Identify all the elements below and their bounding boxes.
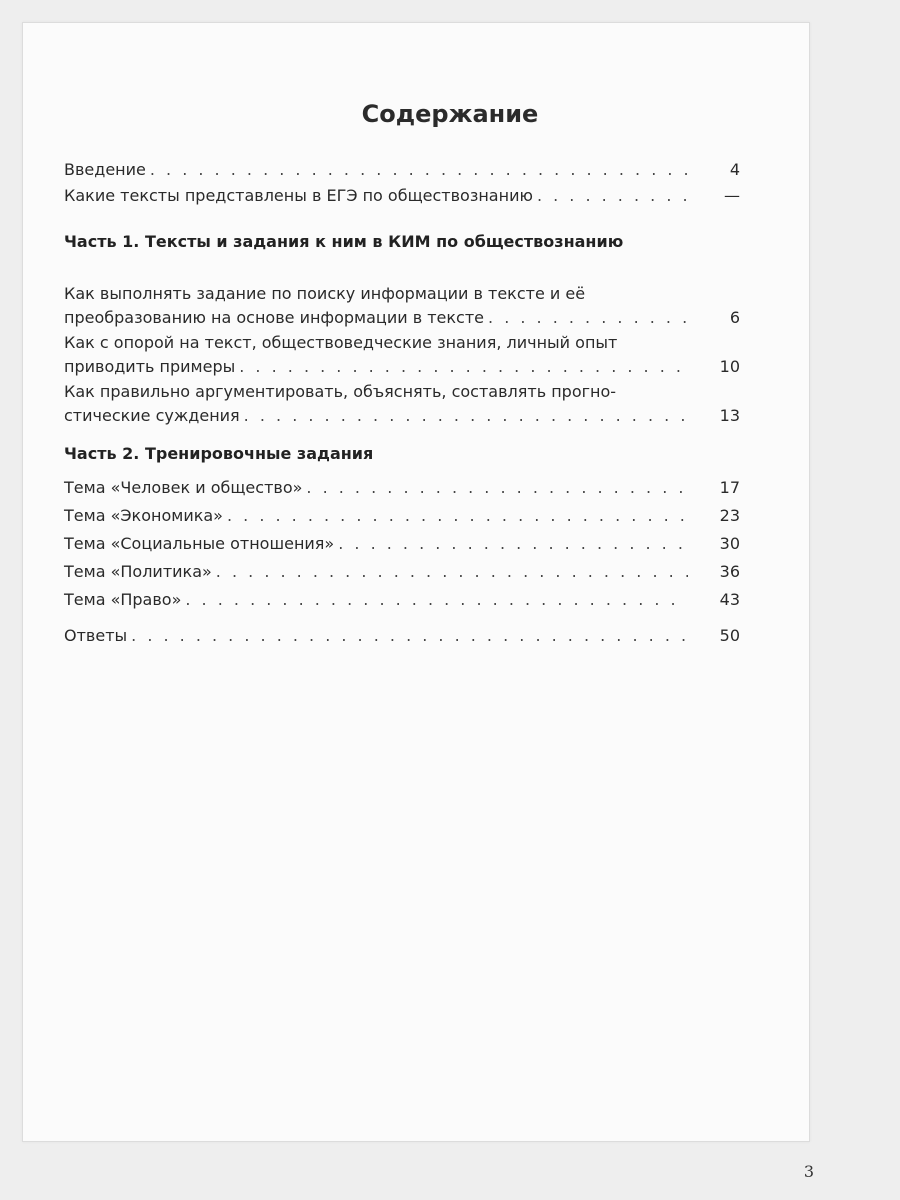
toc-page-number: 4 [729,160,740,179]
page-number: 3 [803,1162,814,1181]
leader-dots [239,355,688,379]
leader-dots [150,158,688,182]
leader-dots [306,476,688,500]
toc-entry-label-line1: Как выполнять задание по поиску информации в тексте и её [64,284,586,303]
toc-entry-topic-politics[interactable] [64,560,740,584]
toc-page-number: 10 [719,357,740,376]
toc-entry-label-line2: стические суждения [64,406,240,425]
part1-heading: Часть 1. Тексты и задания к ним в КИМ по обществознанию [64,232,624,251]
leader-dots [131,624,688,648]
leader-dots [537,184,688,208]
toc-entry-argumentation[interactable] [64,380,740,428]
toc-entry-label: Тема «Право» [64,590,182,609]
leader-dots [488,306,688,330]
toc-entry-text-types[interactable] [64,184,740,208]
page-title: Содержание [361,100,539,128]
toc-page-number: 30 [719,534,740,553]
leader-dots [185,588,688,612]
toc-entry-label: Какие тексты представлены в ЕГЭ по обществознанию [64,186,533,205]
toc-page-number: 50 [719,626,740,645]
part2-heading: Часть 2. Тренировочные задания [64,444,374,463]
toc-entry-label: Введение [64,160,146,179]
toc-entry-label: Тема «Социальные отношения» [64,534,335,553]
toc-entry-topic-social[interactable] [64,532,740,556]
toc-entry-label: Ответы [64,626,128,645]
toc-entry-label-line1: Как правильно аргументировать, объяснять, составлять прогно- [64,382,617,401]
toc-entry-topic-person-society[interactable] [64,476,740,500]
toc-entry-answers[interactable] [64,624,740,648]
toc-entry-introduction[interactable] [64,158,740,182]
toc-entry-examples[interactable] [64,331,740,379]
toc-page-number: 43 [719,590,740,609]
toc-entry-label: Тема «Политика» [64,562,212,581]
toc-entry-topic-economy[interactable] [64,504,740,528]
leader-dots [216,560,688,584]
toc-page-number: 6 [729,308,740,327]
toc-page-number: — [724,186,740,205]
leader-dots [244,404,688,428]
toc-entry-info-search[interactable] [64,282,740,330]
toc-page-number: 36 [719,562,740,581]
toc-page-number: 17 [719,478,740,497]
toc-entry-label: Тема «Экономика» [64,506,223,525]
leader-dots [227,504,688,528]
toc-page-number: 13 [719,406,740,425]
toc-entry-label-line2: преобразованию на основе информации в тексте [64,308,485,327]
toc-entry-label-line1: Как с опорой на текст, обществоведческие знания, личный опыт [64,333,618,352]
toc-entry-topic-law[interactable] [64,588,740,612]
toc-entry-label: Тема «Человек и общество» [64,478,303,497]
toc-entry-label-line2: приводить примеры [64,357,236,376]
toc-page-number: 23 [719,506,740,525]
leader-dots [338,532,688,556]
